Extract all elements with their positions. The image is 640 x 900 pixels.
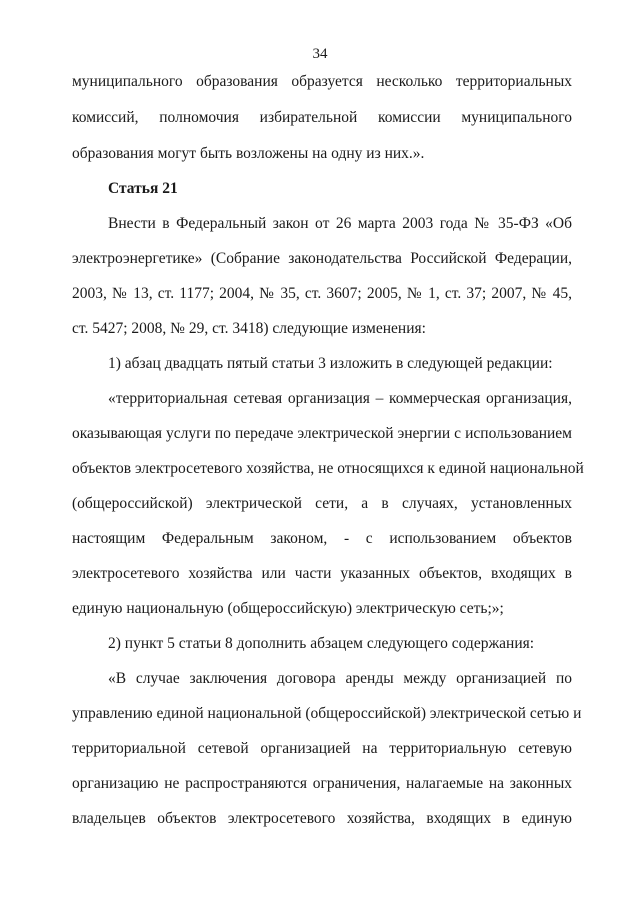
text-line: настоящим Федеральным законом, - с использованием объектов [72, 530, 572, 547]
text-line: управлению единой национальной (общероссийской) электрической сетью и [72, 705, 582, 722]
text-line: муниципального образования образуется несколько территориальных [72, 73, 572, 90]
page-number: 34 [312, 46, 328, 62]
text-line: организацию не распространяются ограничения, налагаемые на законных [72, 775, 572, 792]
text-line: Внести в Федеральный закон от 26 марта 2003 года № 35-ФЗ «Об [108, 215, 572, 232]
text-line: владельцев объектов электросетевого хозяйства, входящих в единую [72, 810, 572, 827]
text-line: 2) пункт 5 статьи 8 дополнить абзацем следующего содержания: [108, 635, 535, 652]
text-line: «территориальная сетевая организация – коммерческая организация, [108, 390, 572, 407]
text-line: оказывающая услуги по передаче электрической энергии с использованием [72, 425, 572, 442]
text-line: образования могут быть возложены на одну из них.». [72, 145, 425, 162]
text-line: (общероссийской) электрической сети, а в случаях, установленных [72, 495, 572, 512]
text-line: электросетевого хозяйства или части указанных объектов, входящих в [72, 565, 572, 582]
text-line: ст. 5427; 2008, № 29, ст. 3418) следующие изменения: [72, 320, 426, 337]
text-line: 1) абзац двадцать пятый статьи 3 изложить в следующей редакции: [108, 355, 553, 372]
text-line: территориальной сетевой организацией на территориальную сетевую [72, 740, 572, 757]
text-line: объектов электросетевого хозяйства, не относящихся к единой национальной [72, 460, 584, 477]
text-line: комиссий, полномочия избирательной комиссии муниципального [72, 109, 572, 126]
text-line: единую национальную (общероссийскую) электрическую сеть;»; [72, 600, 504, 617]
text-line: «В случае заключения договора аренды между организацией по [108, 670, 572, 687]
text-line: 2003, № 13, ст. 1177; 2004, № 35, ст. 3607; 2005, № 1, ст. 37; 2007, № 45, [72, 285, 572, 302]
article-heading: Статья 21 [108, 180, 178, 197]
text-line: электроэнергетике» (Собрание законодательства Российской Федерации, [72, 250, 572, 267]
